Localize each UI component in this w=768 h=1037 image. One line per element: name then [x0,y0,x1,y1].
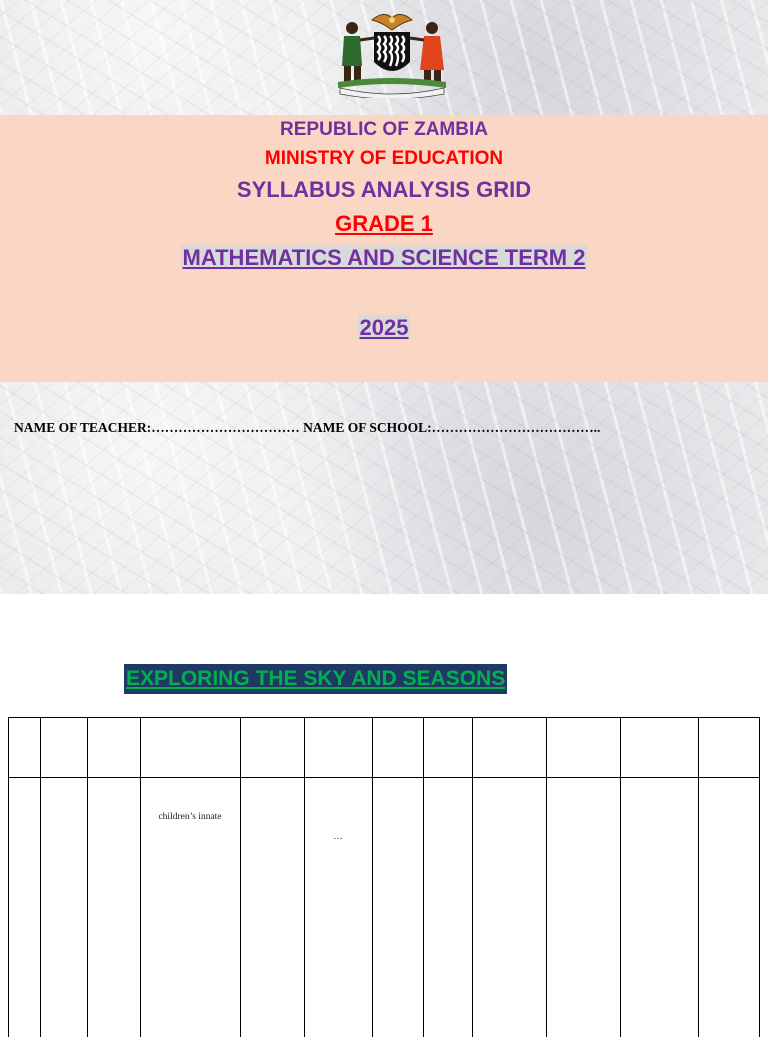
grid-lines [8,717,760,1037]
year-title: 2025 [359,315,409,340]
grid-cell-text: children’s innate [158,812,222,822]
grade-title: GRADE 1 [335,211,433,236]
coat-of-arms-icon [328,8,456,98]
grid-cell-text: … [333,832,343,842]
ministry-title: MINISTRY OF EDUCATION [264,148,504,169]
section-heading: EXPLORING THE SKY AND SEASONS [124,664,507,694]
republic-title: REPUBLIC OF ZAMBIA [280,119,488,140]
analysis-grid-table [8,717,760,1037]
document-title: SYLLABUS ANALYSIS GRID [236,177,532,202]
teacher-school-line: NAME OF TEACHER:…………………………… NAME OF SCHOOL:……………………………….. [14,420,601,435]
subject-title: MATHEMATICS AND SCIENCE TERM 2 [182,245,586,270]
title-band [0,115,768,382]
marble-background-bottom [0,382,768,594]
